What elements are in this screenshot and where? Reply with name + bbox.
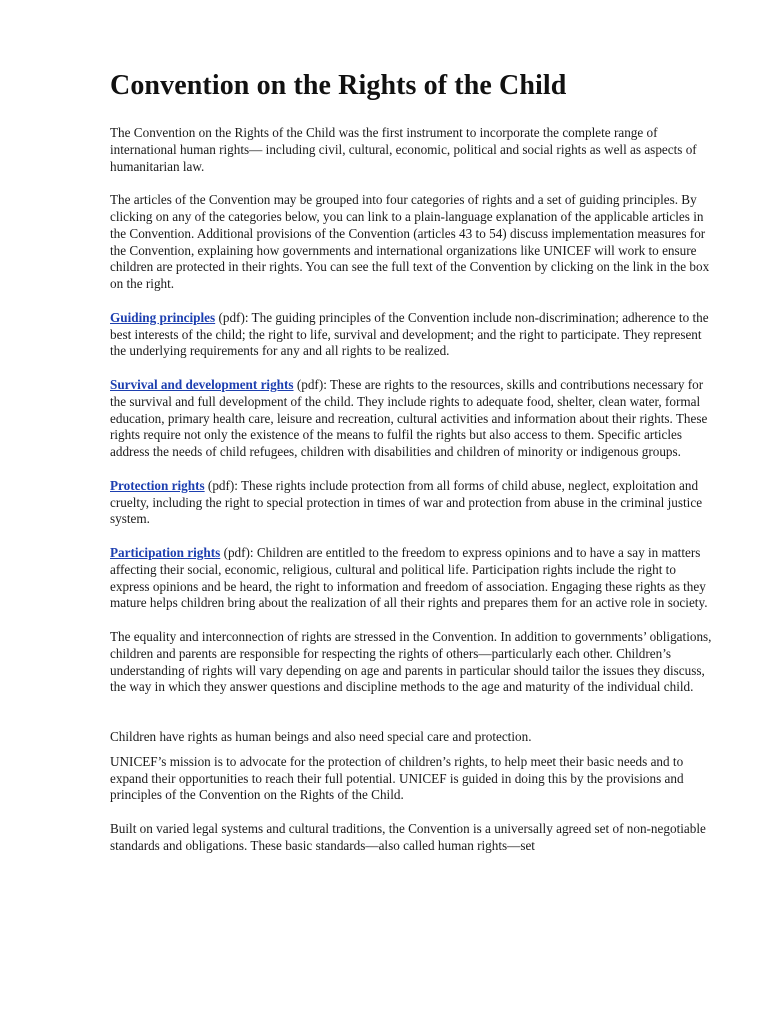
unicef-mission-paragraph: UNICEF’s mission is to advocate for the protection of children’s rights, to help meet their basic needs and to expand their opportunities to reach their full potential. UNICEF is guided in doing this by the provisions and principles of the Convention on the Rights of the Child.	[110, 753, 684, 803]
guiding-principles-text: (pdf): The guiding principles of the Convention include non-discrimination; adherence to the best interests of the child; the right to life, survival and development; and the right to participate. They represent the underlying requirements for any and all rights to be realized.	[110, 309, 709, 359]
participation-rights-text: (pdf): Children are entitled to the freedom to express opinions and to have a say in matters affecting their social, economic, religious, cultural and political life. Participation rights include the right to express opinions and be heard, the right to information and freedom of association. Engaging these rights as they mature helps children bring about the realization of all their rights and prepares them for an active role in society.	[110, 544, 708, 611]
guiding-principles-paragraph	[110, 310, 716, 360]
document-page	[110, 66, 716, 871]
equality-paragraph: The equality and interconnection of rights are stressed in the Convention. In addition to governments’ obligations, children and parents are responsible for respecting the rights of others—particularly each other. Children’s understanding of rights will vary depending on age and parents in particular should tailor the issues they discuss, the way in which they answer questions and discipline methods to the age and maturity of the individual child.	[110, 628, 712, 695]
special-care-paragraph: Children have rights as human beings and also need special care and protection.	[110, 729, 532, 745]
legal-systems-paragraph: Built on varied legal systems and cultural traditions, the Convention is a universally agreed set of non-negotiable standards and obligations. These basic standards—also called human rights—set	[110, 821, 706, 853]
categories-paragraph: The articles of the Convention may be grouped into four categories of rights and a set of guiding principles. By clicking on any of the categories below, you can link to a plain-language explanation of the applicable articles in the Convention. Additional provisions of the Convention (articles 43 to 54) discuss implementation measures for the Convention, explaining how governments and international organizations like UNICEF will work to ensure children are protected in their rights. You can see the full text of the Convention by clicking on the link in the box on the right.	[110, 192, 710, 292]
guiding-principles-link[interactable]: Guiding principles	[110, 309, 216, 325]
survival-development-paragraph	[110, 377, 716, 461]
document-title: Convention on the Rights of the Child	[110, 70, 567, 101]
intro-paragraph: The Convention on the Rights of the Child was the first instrument to incorporate the complete range of international human rights— including civil, cultural, economic, political and social rights as well as aspects of humanitarian law.	[110, 125, 697, 174]
protection-rights-text: (pdf): These rights include protection from all forms of child abuse, neglect, exploitation and cruelty, including the right to special protection in times of war and protection from abuse in the criminal justice system.	[110, 477, 703, 527]
protection-rights-link[interactable]: Protection rights	[110, 477, 205, 493]
survival-development-text: (pdf): These are rights to the resources, skills and contributions necessary for the survival and full development of the child. They include rights to adequate food, shelter, clean water, formal education, primary health care, leisure and recreation, cultural activities and information about their rights. These rights require not only the existence of the means to fulfil the rights but also access to them. Specific articles address the needs of child refugees, children with disabilities and children of minority or indigenous groups.	[110, 376, 708, 460]
survival-development-link[interactable]: Survival and development rights	[110, 376, 294, 392]
participation-rights-paragraph	[110, 545, 716, 612]
protection-rights-paragraph	[110, 478, 716, 528]
participation-rights-link[interactable]: Participation rights	[110, 544, 221, 560]
